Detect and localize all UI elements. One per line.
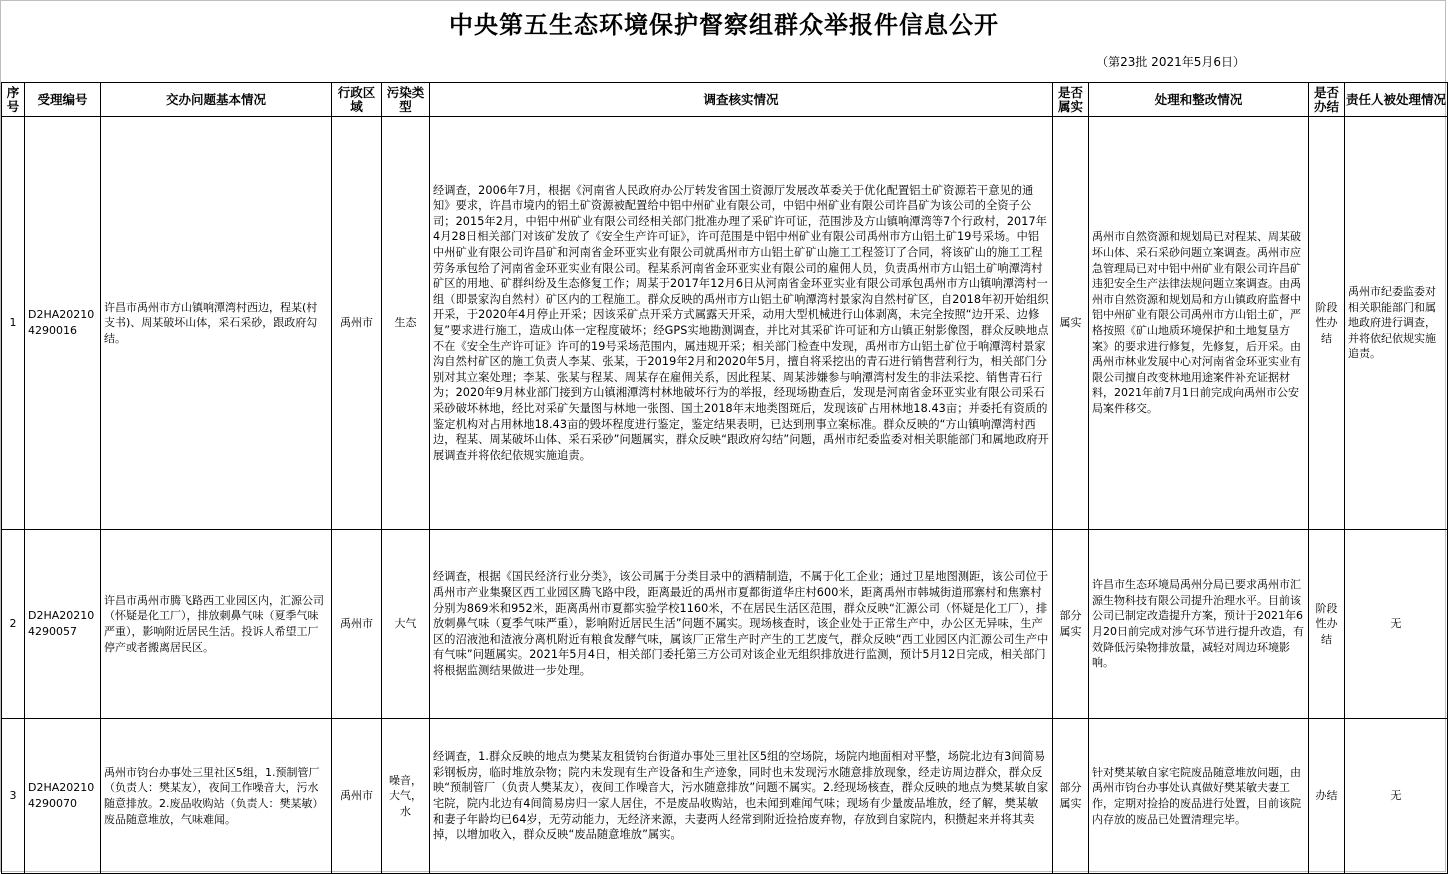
cell-region: 禹州市 <box>332 530 382 719</box>
table-row <box>2 117 1448 530</box>
cell-seq: 1 <box>2 117 25 530</box>
cell-type: 生态 <box>382 117 430 530</box>
cell-id: D2HA202104290057 <box>25 530 101 719</box>
cell-accountability: 无 <box>1345 530 1448 719</box>
cell-verified: 部分属实 <box>1053 719 1089 874</box>
cell-investigation: 经调查，2006年7月，根据《河南省人民政府办公厅转发省国土资源厅发展改革委关于优化配置铝土矿资源若干意见的通知》要求，许昌市境内的铝土矿资源被配置给中铝中州矿业有限公司，中铝中州矿业有限公司许昌矿为该公司的全资子公司；2015年2月，中铝中州矿业有限公司经相关部门批准办理了采矿许可证，范围涉及方山镇响潭湾等7个行政村，2017年4月28日相关部门对该矿发放了《安全生产许可证》，许可范围是中铝中州矿业有限公司禹州市方山铝土矿19号采场。中铝中州矿业有限公司许昌矿和河南省金环亚实业有限公司就禹州市方山铝土矿矿山施工工程签订了合同，将该矿山的施工工程劳务承包给了河南省金环亚实业有限公司。程某系河南省金环亚实业有限公司的雇佣人员，负责禹州市方山铝土矿响潭湾村矿区的用地、矿群纠纷及生态修复工作；周某于2017年12月6日从河南省金环亚实业有限公司承包禹州市方山镇响潭湾村一组（即景家沟自然村）矿区内的工程施工。群众反映的禹州市方山铝土矿响潭湾村景家沟自然村矿区，自2018年初开始组织开采，于2020年4月停止开采；因该采矿点开采方式属露天开采，动用大型机械进行山体剥离，未完全按照“边开采、边修复”要求进行施工，造成山体一定程度破坏；经GPS实地勘测调查，并比对其采矿许可证和方山镇正射影像图，群众反映地点不在《安全生产许可证》许可的19号采场范围内，属违规开采；相关部门检查中发现，禹州市方山铝土矿位于响潭湾村景家沟自然村矿区的施工负责人李某、张某，于2019年2月和2020年5月，擅自将采挖出的青石进行销售营利行为，相关部门分别对其立案处理；李某、张某与程某、周某存在雇佣关系，因此程某、周某涉嫌参与响潭湾村发生的非法采挖、销售青石行为；2020年9月林业部门接到方山镇湘潭湾村林地破坏行为的举报，经现场勘查后，发现是河南省金环亚实业有限公司采石采砂破坏林地，经比对采矿矢量图与林地一张图、国土2018年末地类图斑后，发现该矿占用林地18.43亩；并委托有资质的鉴定机构对占用林地18.43亩的毁坏程度进行鉴定，鉴定结果表明，已达到刑事立案标准。群众反映的“方山镇响潭湾村西边，程某、周某破坏山体、采石采砂”问题属实，群众反映“跟政府勾结”问题，禹州市纪委监委对相关职能部门和属地政府开展调查并将依纪依规实施追责。 <box>430 117 1053 530</box>
page-title: 中央第五生态环境保护督察组群众举报件信息公开 <box>449 10 999 39</box>
cell-accountability: 禹州市纪委监委对相关职能部门和属地政府进行调查，并将依纪依规实施追责。 <box>1345 117 1448 530</box>
cell-handling: 针对樊某敏自家宅院废品随意堆放问题，由禹州市钧台办事处认真做好樊某敏夫妻工作，定期对捡拾的废品进行处置，目前该院内存放的废品已处置清理完毕。 <box>1089 719 1309 874</box>
cell-investigation: 经调查，根据《国民经济行业分类》，该公司属于分类目录中的酒精制造，不属于化工企业；通过卫星地图测距，该公司位于禹州市产业集聚区西工业园区腾飞路中段，距离最近的禹州市夏都街道华庄村600米，距离禹州市韩城街道邢寨村和焦寨村分别为869米和952米，距离禹州市夏都实验学校1160米，不在居民生活区范围，群众反映“汇源公司（怀疑是化工厂），排放刺鼻气味（夏季气味严重），影响附近居民生活”问题不属实。现场核查时，该企业处于正常生产中，办公区无异味，生产区的沼液池和渣液分离机附近有粮食发酵气味，属该厂正常生产时产生的工艺废气，群众反映“西工业园区内汇源公司生产中有气味”问题属实。2021年5月4日，相关部门委托第三方公司对该企业无组织排放进行监测，预计5月12日完成，相关部门将根据监测结果做进一步处理。 <box>430 530 1053 719</box>
header-region: 行政区域 <box>332 83 382 117</box>
header-type: 污染类型 <box>382 83 430 117</box>
table-row <box>2 719 1448 874</box>
cell-accountability: 无 <box>1345 719 1448 874</box>
header-investigation: 调查核实情况 <box>430 83 1053 117</box>
cell-issue: 禹州市钧台办事处三里社区5组，1.预制管厂（负责人：樊某友），夜间工作噪音大，污水随意排放。2.废品收购站（负责人：樊某敏）废品随意堆放，气味难闻。 <box>101 719 332 874</box>
cell-closed: 阶段性办结 <box>1309 117 1345 530</box>
header-verified: 是否属实 <box>1053 83 1089 117</box>
header-closed: 是否办结 <box>1309 83 1345 117</box>
cell-closed: 阶段性办结 <box>1309 530 1345 719</box>
cell-verified: 属实 <box>1053 117 1089 530</box>
batch-date: （第23批 2021年5月6日） <box>1096 55 1245 69</box>
cell-closed: 办结 <box>1309 719 1345 874</box>
cell-issue: 许昌市禹州市腾飞路西工业园区内，汇源公司（怀疑是化工厂），排放刺鼻气味（夏季气味严重），影响附近居民生活。投诉人希望工厂停产或者搬离居民区。 <box>101 530 332 719</box>
header-issue: 交办问题基本情况 <box>101 83 332 117</box>
header-accountability: 责任人被处理情况 <box>1345 83 1448 117</box>
cell-type: 噪音，大气，水 <box>382 719 430 874</box>
cell-seq: 3 <box>2 719 25 874</box>
cell-investigation: 经调查，1.群众反映的地点为樊某友租赁钧台街道办事处三里社区5组的空场院，场院内地面相对平整，场院北边有3间简易彩钢板房，临时堆放杂物；院内未发现有生产设备和生产迹象，同时也未发现污水随意排放现象，经走访周边群众，群众反映“预制管厂（负责人樊某友），夜间工作噪音大，污水随意排放”问题不属实。2.经现场核查，群众反映的地点为樊某敏自家宅院，院内北边有4间简易房归一家人居住，不是废品收购站，也未闻到难闻气味；现场有少量废品堆放，经了解，樊某敏和妻子年龄均已64岁，无劳动能力，无经济来源，夫妻两人经常到附近捡拾废弃物，存放到自家院内，积攒起来并将其卖掉，以增加收入，群众反映“废品随意堆放”属实。 <box>430 719 1053 874</box>
table-row <box>2 530 1448 719</box>
cell-region: 禹州市 <box>332 117 382 530</box>
header-id: 受理编号 <box>25 83 101 117</box>
cell-id: D2HA202104290070 <box>25 719 101 874</box>
cell-issue: 许昌市禹州市方山镇响潭湾村西边，程某(村支书)、周某破坏山体，采石采砂，跟政府勾结。 <box>101 117 332 530</box>
cell-handling: 许昌市生态环境局禹州分局已要求禹州市汇源生物科技有限公司提升治理水平。目前该公司已制定改造提升方案，预计于2021年6月20日前完成对涉气环节进行提升改造，有效降低污染物排放量，减轻对周边环境影响。 <box>1089 530 1309 719</box>
header-handling: 处理和整改情况 <box>1089 83 1309 117</box>
cell-verified: 部分属实 <box>1053 530 1089 719</box>
header-seq: 序号 <box>2 83 25 117</box>
cell-type: 大气 <box>382 530 430 719</box>
cell-seq: 2 <box>2 530 25 719</box>
report-table <box>1 82 1448 874</box>
cell-handling: 禹州市自然资源和规划局已对程某、周某破坏山体、采石采砂问题立案调查。禹州市应急管理局已对中铝中州矿业有限公司许昌矿违犯安全生产法律法规问题立案调查。由禹州市自然资源和规划局和方山镇政府监督中铝中州矿业有限公司禹州市方山铝土矿，严格按照《矿山地质环境保护和土地复垦方案》的要求进行修复，先修复，后开采。由禹州市林业发展中心对河南省金环亚实业有限公司擅自改变林地用途案件补充证据材料，2021年前7月1日前完成向禹州市公安局案件移交。 <box>1089 117 1309 530</box>
cell-region: 禹州市 <box>332 719 382 874</box>
header-row <box>2 83 1448 117</box>
cell-id: D2HA202104290016 <box>25 117 101 530</box>
